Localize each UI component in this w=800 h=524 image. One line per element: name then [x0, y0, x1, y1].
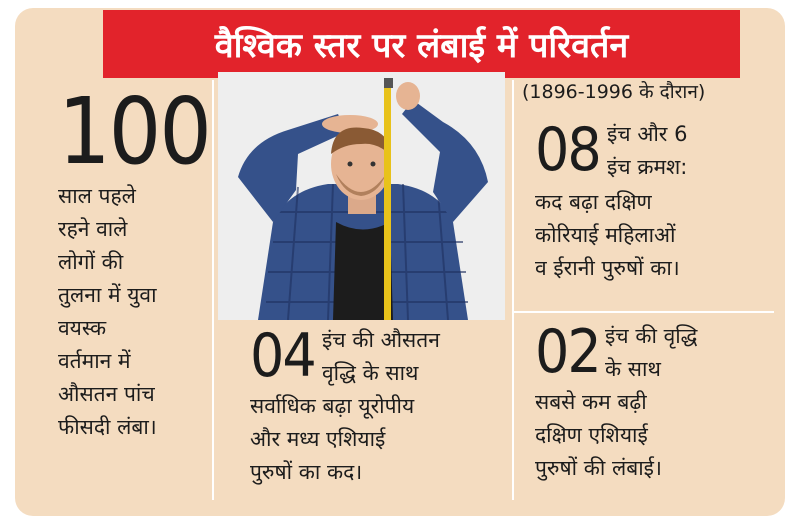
stat-number-02: 02 [535, 317, 600, 387]
text-line: सबसे कम बढ़ी [535, 390, 647, 414]
text-line: कद बढ़ा दक्षिण [535, 190, 652, 214]
column-divider-right [512, 80, 514, 500]
stat-text-100 [58, 180, 157, 444]
text-line: फीसदी लंबा। [58, 415, 157, 439]
text-line: वर्तमान में [58, 349, 131, 373]
stat-text-04-beside [322, 324, 440, 390]
stat-text-04-below [250, 390, 414, 489]
stat-text-02-beside [605, 320, 697, 386]
text-line: कोरियाई महिलाओं [535, 223, 676, 247]
text-line: दक्षिण एशियाई [535, 423, 648, 447]
text-line: इंच क्रमश: [607, 155, 688, 179]
stat-number-08: 08 [535, 115, 600, 185]
stat-number-04: 04 [250, 321, 315, 391]
text-line: के साथ [605, 357, 661, 381]
text-line: इंच की औसतन [322, 328, 440, 352]
column-divider-left [212, 80, 214, 500]
text-line: वृद्धि के साथ [322, 361, 419, 385]
text-line: सर्वाधिक बढ़ा यूरोपीय [250, 394, 415, 418]
text-line: साल पहले [58, 184, 136, 208]
text-line: वयस्क [58, 316, 107, 340]
stat-text-02-below [535, 386, 662, 485]
man-measuring-height-illustration [218, 72, 505, 320]
text-line: औसतन पांच [58, 382, 155, 406]
text-line: पुरुषों का कद। [250, 460, 363, 484]
text-line: और मध्य एशियाई [250, 427, 386, 451]
text-line: इंच की वृद्धि [605, 324, 698, 348]
stat-text-08-below [535, 186, 680, 285]
row-divider-right [514, 311, 774, 313]
man-measuring-height-photo [218, 72, 505, 320]
text-line: पुरुषों की लंबाई। [535, 456, 662, 480]
page-title: वैश्विक स्तर पर लंबाई में परिवर्तन [214, 26, 629, 66]
text-line: व ईरानी पुरुषों का। [535, 256, 680, 280]
text-line: इंच और 6 [607, 122, 688, 146]
title-banner [103, 10, 740, 78]
text-line: लोगों की [58, 250, 124, 274]
period-label: (1896-1996 के दौरान) [522, 81, 706, 103]
stat-text-08-beside [607, 118, 687, 184]
text-line: तुलना में युवा [58, 283, 157, 307]
text-line: रहने वाले [58, 217, 128, 241]
stat-number-100: 100 [58, 78, 210, 185]
